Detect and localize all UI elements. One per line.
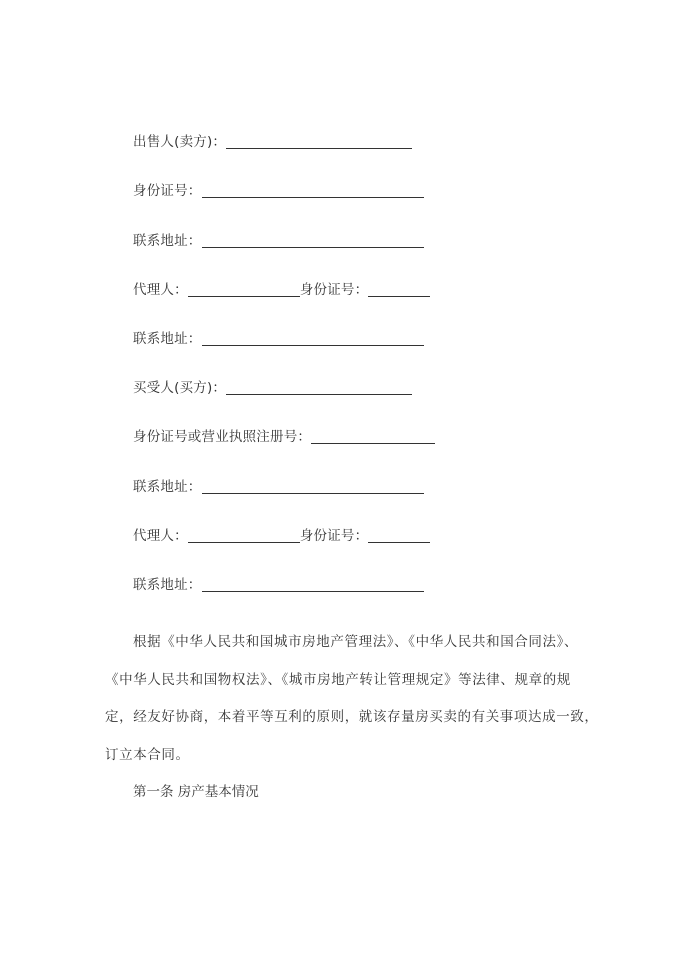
legal-basis-paragraph	[105, 624, 605, 774]
field-label: 代理人：	[133, 528, 188, 544]
seller-address-field	[133, 231, 424, 251]
blank-line[interactable]	[202, 233, 424, 248]
paragraph-line: 《中华人民共和国物权法》、《城市房地产转让管理规定》等法律、规章的规	[105, 671, 571, 688]
field-label-id: 身份证号：	[299, 282, 369, 298]
seller-name-field	[133, 132, 412, 152]
buyer-address-field	[133, 477, 424, 497]
blank-line[interactable]	[188, 528, 300, 543]
field-label: 联系地址：	[133, 479, 202, 495]
buyer-agent-field	[133, 526, 430, 546]
seller-agent-field	[133, 280, 430, 300]
blank-line[interactable]	[368, 528, 430, 543]
blank-line[interactable]	[226, 380, 412, 395]
paragraph-line: 根据《中华人民共和国城市房地产管理法》、《中华人民共和国合同法》、	[133, 634, 579, 650]
field-label: 联系地址：	[133, 233, 202, 249]
buyer-id-license-field	[133, 427, 435, 447]
seller-agent-address-field	[133, 329, 424, 349]
blank-line[interactable]	[202, 479, 424, 494]
section-heading: 第一条 房产基本情况	[133, 784, 259, 800]
field-label: 身份证号：	[133, 183, 202, 199]
field-label: 买受人(买方)：	[133, 380, 227, 396]
field-label-id: 身份证号：	[299, 528, 369, 544]
buyer-agent-address-field	[133, 575, 424, 595]
blank-line[interactable]	[202, 331, 424, 346]
blank-line[interactable]	[202, 183, 424, 198]
blank-line[interactable]	[202, 577, 424, 592]
blank-line[interactable]	[188, 282, 300, 297]
blank-line[interactable]	[368, 282, 430, 297]
seller-id-field	[133, 181, 424, 201]
blank-line[interactable]	[311, 429, 435, 444]
blank-line[interactable]	[226, 134, 412, 149]
field-label: 出售人(卖方)：	[133, 134, 227, 150]
buyer-name-field	[133, 378, 412, 398]
field-label: 代理人：	[133, 282, 188, 298]
field-label: 联系地址：	[133, 577, 202, 593]
field-label: 联系地址：	[133, 331, 202, 347]
paragraph-line: 定，经友好协商，本着平等互利的原则，就该存量房买卖的有关事项达成一致，	[105, 709, 599, 725]
field-label: 身份证号或营业执照注册号：	[133, 429, 312, 445]
paragraph-line: 订立本合同。	[105, 746, 190, 763]
